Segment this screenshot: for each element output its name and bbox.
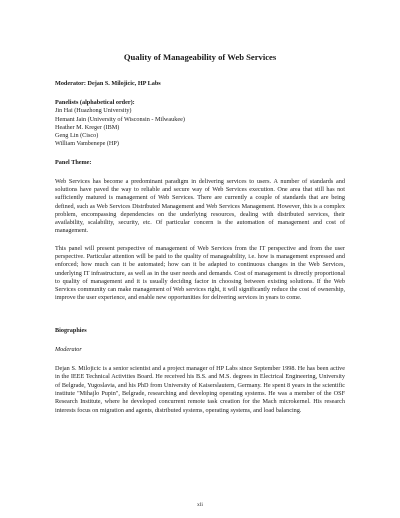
panelists-heading: Panelists (alphabetical order): [55,99,135,107]
panel-theme-heading: Panel Theme: [55,159,92,167]
panelist-item: Heather M. Kreger (IBM) [55,123,120,131]
panelist-item: Geng Lin (Cisco) [55,132,99,140]
panelists-list [55,107,345,148]
biographies-heading: Biographies [55,326,87,334]
moderator-subheading: Moderator [55,345,82,353]
page-title: Quality of Manageability of Web Services [123,52,277,62]
page-number: xli [197,502,203,508]
panelist-item: William Vambenepe (HP) [55,140,119,148]
theme-paragraph-2: This panel will present perspective of management of Web Services from the IT perspective and from the user perspective. Particular attention will be paid to the quality of manageability, i.e. how is management expressed and enforced; how much can it be automated; how can it be adapted to continuous changes in the Web Services, underlying IT infrastructure, as well as in the user needs and demands. Cost of management is directly proportional to quality of management and it is usually deciding factor in choosing between existing solutions. If the Web Services community can make management of Web services right, it will significantly reduce the cost of ownership, improve the user experience, and enable new opportunities for delivering services in years to come. [55,244,345,302]
moderator-label: Moderator: [55,80,86,87]
theme-paragraph-1: Web Services has become a predominant paradigm in delivering services to users. A number of standards and solutions have paved the way to reliable and secure way of Web Services execution. One area that still has not sufficiently matured is management of Web Services. There are currently a couple of standards that are being defined, such as Web Services Distributed Management and Web Services Management. However, this is a complex problem, encompassing dependencies on the underlying resources, dealing with distributed services, their availability, scalability, security, etc. Of particular concern is the automation of management and cost of management. [55,177,345,235]
panelist-item: Jin Hai (Huazhong University) [55,107,132,115]
biography-paragraph: Dejan S. Milojicic is a senior scientist and a project manager of HP Labs since September 1998. He has been active in the IEEE Technical Activities Board. He received his B.S. and M.S. degrees in Electrical Engineering, University of Belgrade, Yugoslavia, and his PhD from University of Kaiserslautern, Germany. He spent 8 years in the scientific institute "Mihajlo Pupin", Belgrade, researching and developing operating systems. He was a member of the OSF Research Institute, where he developed concurrent remote task creation for the Mach microkernel. His research interests focus on migration and agents, distributed systems, operating systems, and load balancing. [55,365,345,414]
moderator-line [55,80,345,88]
moderator-name: Dejan S. Milojicic, HP Labs [87,80,161,87]
panelist-item: Hemant Jain (University of Wisconsin - Milwaukee) [55,115,185,123]
